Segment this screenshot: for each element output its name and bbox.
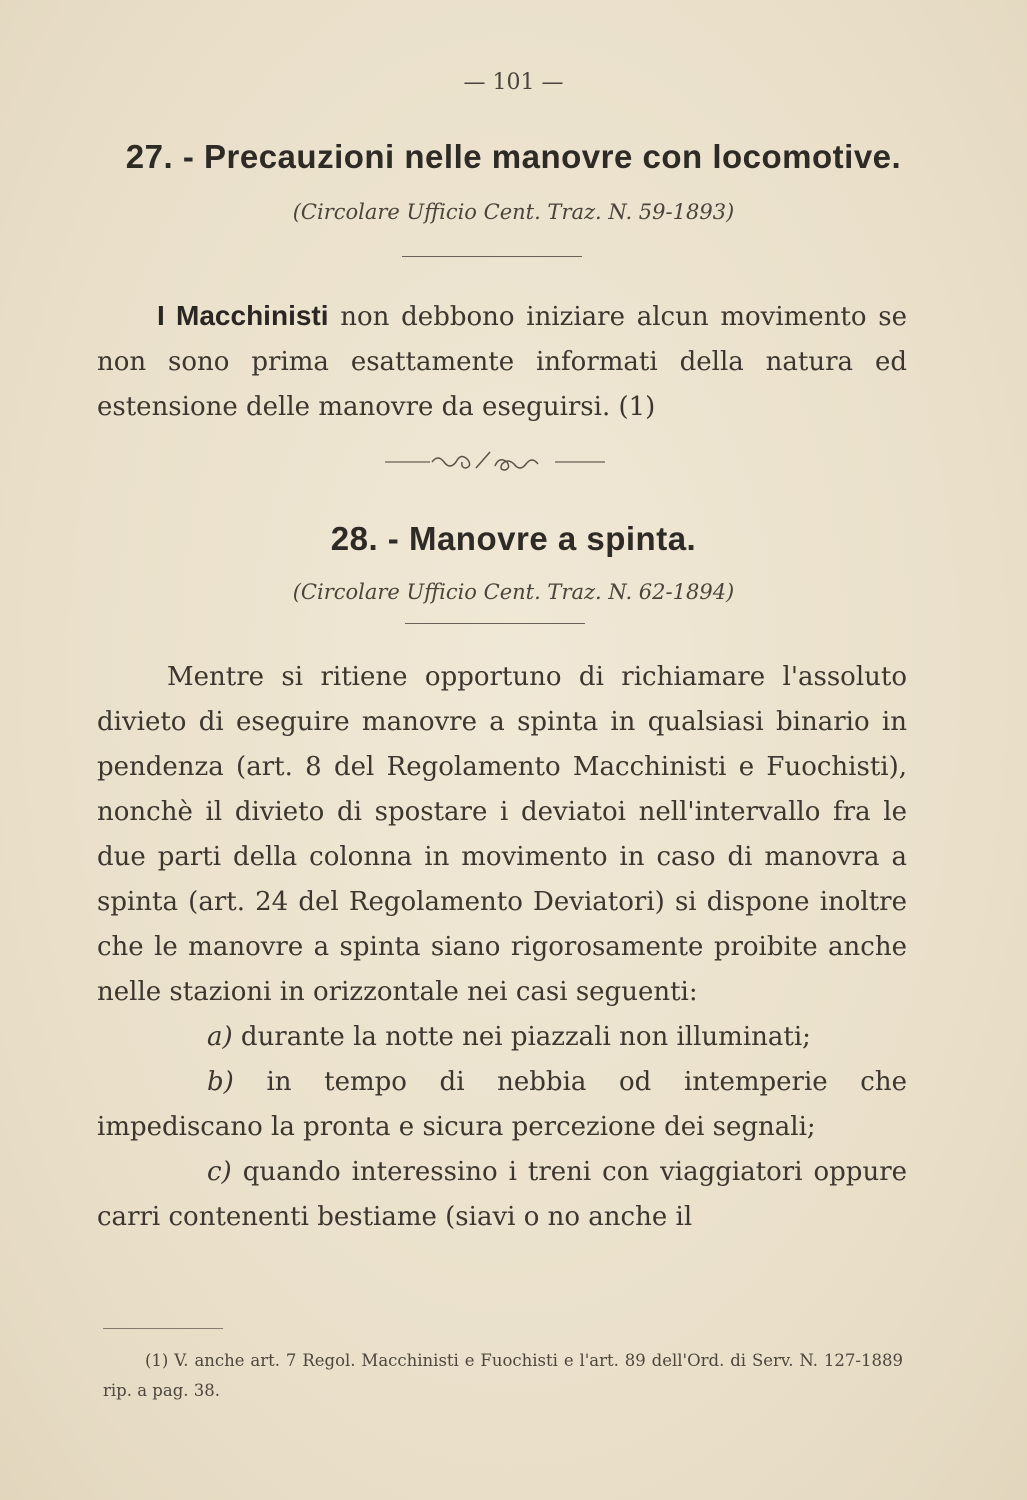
- section-27-source: (Circolare Ufficio Cent. Traz. N. 59-1893): [292, 200, 735, 224]
- section-27-paragraph: [97, 293, 907, 430]
- list-item-label: c): [207, 1157, 232, 1187]
- divider-rule: [402, 256, 582, 257]
- footnote-rule: [103, 1328, 223, 1329]
- list-item: [97, 1060, 907, 1150]
- list-item-text: in tempo di nebbia od intemperie che impediscano la pronta e sicura percezione dei segnali;: [97, 1067, 907, 1142]
- page-number: — 101 —: [463, 70, 564, 95]
- divider-rule: [405, 623, 585, 624]
- section-28-paragraph: [97, 655, 907, 1240]
- footnote: (1) V. anche art. 7 Regol. Macchinisti e Fuochisti e l'art. 89 dell'Ord. di Serv. N. 127-1889 rip. a pag. 38.: [103, 1351, 903, 1400]
- section-27-lead: I Macchinisti: [157, 300, 329, 331]
- ornament-divider-icon: [380, 444, 610, 480]
- section-28-heading: 28. - Manovre a spinta.: [330, 520, 697, 557]
- list-item-text: durante la notte nei piazzali non illuminati;: [240, 1022, 811, 1052]
- list-item: [97, 1015, 907, 1060]
- section-28-source: (Circolare Ufficio Cent. Traz. N. 62-1894): [292, 580, 735, 604]
- section-27-heading: 27. - Precauzioni nelle manovre con locomotive.: [125, 138, 902, 175]
- list-item-label: b): [207, 1067, 234, 1097]
- list-item-text: quando interessino i treni con viaggiatori oppure carri contenenti bestiame (siavi o no anche il: [97, 1157, 908, 1232]
- list-item: [97, 1150, 907, 1240]
- section-28-intro: Mentre si ritiene opportuno di richiamare l'assoluto divieto di eseguire manovre a spinta in qualsiasi binario in pendenza (art. 8 del Regolamento Macchinisti e Fuochisti), nonchè il divieto di spostare i deviatoi nell'intervallo fra le due parti della colonna in movimento in caso di manovra a spinta (art. 24 del Regolamento Deviatori) si dispone inoltre che le manovre a spinta siano rigorosamente proibite anche nelle stazioni in orizzontale nei casi seguenti:: [97, 662, 907, 1007]
- section-27-body: non debbono iniziare alcun movimento se non sono prima esattamente informati della natura ed estensione delle manovre da eseguirsi. (1): [97, 302, 908, 422]
- list-item-label: a): [207, 1022, 233, 1052]
